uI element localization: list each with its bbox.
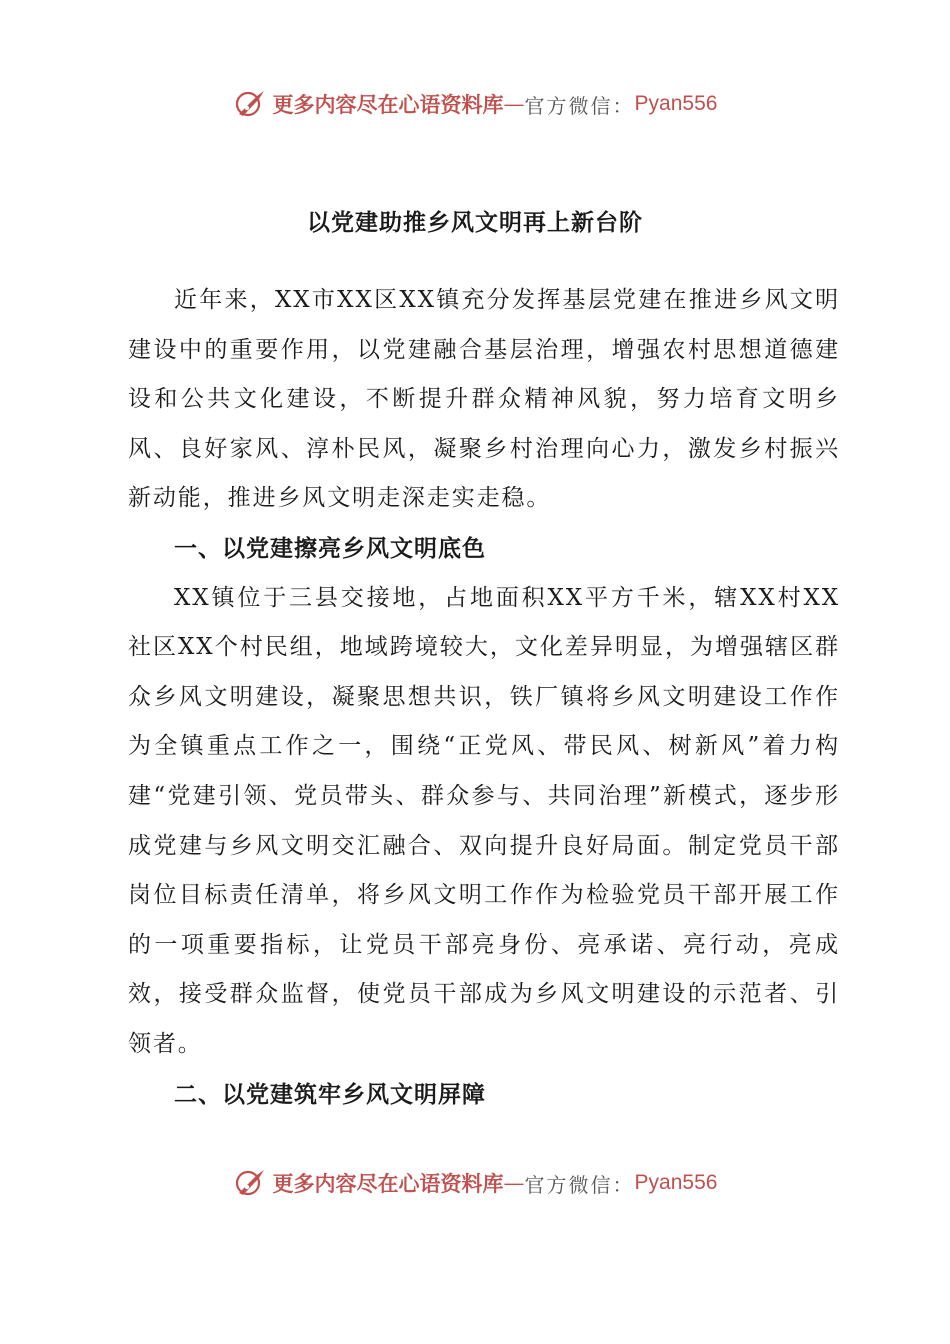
footer-watermark-banner xyxy=(0,1163,950,1203)
pen-nib-logo-icon xyxy=(233,1165,269,1201)
intro-paragraph: 近年来，XX市XX区XX镇充分发挥基层党建在推进乡风文明建设中的重要作用，以党建融合基层治理，增强农村思想道德建设和公共文化建设，不断提升群众精神风貌，努力培育文明乡风、良好家风、淳朴民风，凝聚乡村治理向心力，激发乡村振兴新动能，推进乡风文明走深走实走稳。 xyxy=(128,287,840,512)
section-heading-1: 一、以党建擦亮乡风文明底色 xyxy=(174,534,486,562)
document-body xyxy=(128,276,840,1119)
banner-site-name: 更多内容尽在心语资料库 xyxy=(272,1171,504,1196)
banner-wechat-id: Pyan556 xyxy=(634,1171,718,1194)
banner-dash: — xyxy=(503,92,525,116)
pen-nib-logo-icon xyxy=(233,86,269,122)
banner-official-label: 官方微信： xyxy=(524,1172,635,1197)
banner-wechat-id: Pyan556 xyxy=(634,92,718,115)
document-title: 以党建助推乡风文明再上新台阶 xyxy=(307,209,643,236)
section-1-paragraph: XX镇位于三县交接地，占地面积XX平方千米，辖XX村XX社区XX个村民组，地域跨境较大，文化差异明显，为增强辖区群众乡风文明建设，凝聚思想共识，铁厂镇将乡风文明建设工作作为全镇重点工作之一，围绕“正党风、带民风、树新风”着力构建“党建引领、党员带头、群众参与、共同治理”新模式，逐步形成党建与乡风文明交汇融合、双向提升良好局面。制定党员干部岗位目标责任清单，将乡风文明工作作为检验党员干部开展工作的一项重要指标，让党员干部亮身份、亮承诺、亮行动，亮成效，接受群众监督，使党员干部成为乡风文明建设的示范者、引领者。 xyxy=(128,584,840,1057)
section-heading-2: 二、以党建筑牢乡风文明屏障 xyxy=(174,1080,486,1108)
header-watermark-banner xyxy=(0,84,950,124)
banner-dash: — xyxy=(503,1171,525,1195)
banner-site-name: 更多内容尽在心语资料库 xyxy=(272,92,504,117)
banner-official-label: 官方微信： xyxy=(524,93,635,118)
